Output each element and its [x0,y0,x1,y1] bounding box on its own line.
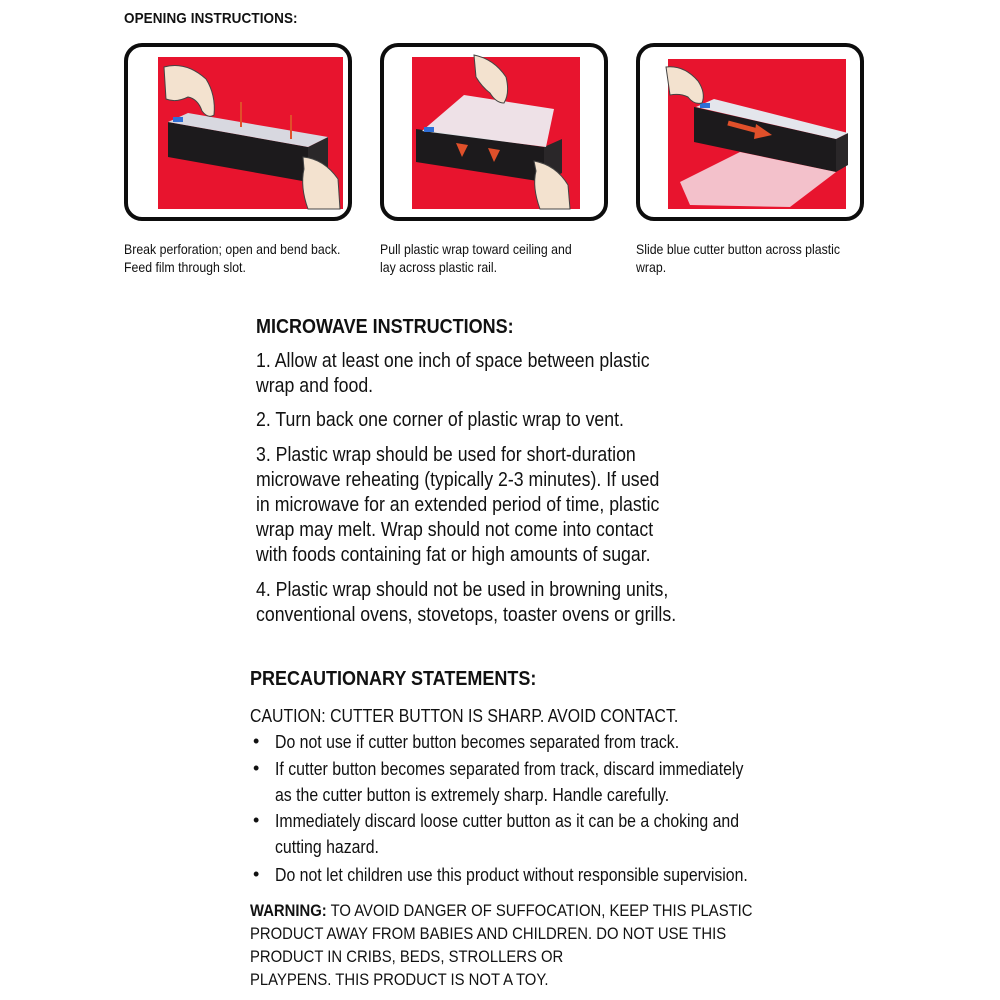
cutter-button [700,103,710,108]
bullet-3: Immediately discard loose cutter button as it can be a choking and cutting hazard. [275,811,740,857]
step-1-illustration [124,43,352,221]
bullet-3-dot: • [253,810,260,830]
step-3-illustration [636,43,864,221]
bullet-4: Do not let children use this product without responsible supervision. [275,865,748,885]
step-3-caption: Slide blue cutter button across plastic wrap. [636,241,841,275]
bullet-4-dot: • [253,864,260,884]
bullet-2-dot: • [253,758,260,778]
microwave-instructions-title: MICROWAVE INSTRUCTIONS: [256,316,514,338]
step-1-caption: Break perforation; open and bend back. Feed film through slot. [124,241,341,275]
cutter-button [173,117,183,122]
cutter-button [424,127,434,132]
microwave-item-4: 4. Plastic wrap should not be used in browning units, conventional ovens, stovetops, toaster ovens or grills. [256,579,677,626]
microwave-item-2: 2. Turn back one corner of plastic wrap to vent. [256,409,624,431]
microwave-item-1: 1. Allow at least one inch of space between plastic wrap and food. [256,350,650,397]
step-2-caption: Pull plastic wrap toward ceiling and lay across plastic rail. [380,241,572,275]
warning-statement: WARNING: TO AVOID DANGER OF SUFFOCATION, KEEP THIS PLASTIC PRODUCT AWAY FROM BABIES AND CHILDREN. DO NOT USE THIS PRODUCT IN CRIBS, BEDS, STROLLERS OR PLAYPENS. THIS PRODUCT IS NOT A TOY. [250,902,753,989]
opening-instructions-title: OPENING INSTRUCTIONS: [124,10,298,27]
precautionary-statements-title: PRECAUTIONARY STATEMENTS: [250,668,537,690]
bullet-1-dot: • [253,731,260,751]
step-2-illustration [380,43,608,221]
microwave-item-3: 3. Plastic wrap should be used for short-duration microwave reheating (typically 2-3 minutes). If used in microwave for an extended period of time, plastic wrap may melt. Wrap should not come into contact with foods containing fat or high amounts of sugar. [256,444,660,566]
bullet-2: If cutter button becomes separated from track, discard immediately as the cutter button is extremely sharp. Handle carefully. [275,759,744,805]
caution-statement: CAUTION: CUTTER BUTTON IS SHARP. AVOID CONTACT. [250,706,679,726]
warning-label: WARNING: [250,902,327,920]
bullet-1: Do not use if cutter button becomes separated from track. [275,732,680,752]
